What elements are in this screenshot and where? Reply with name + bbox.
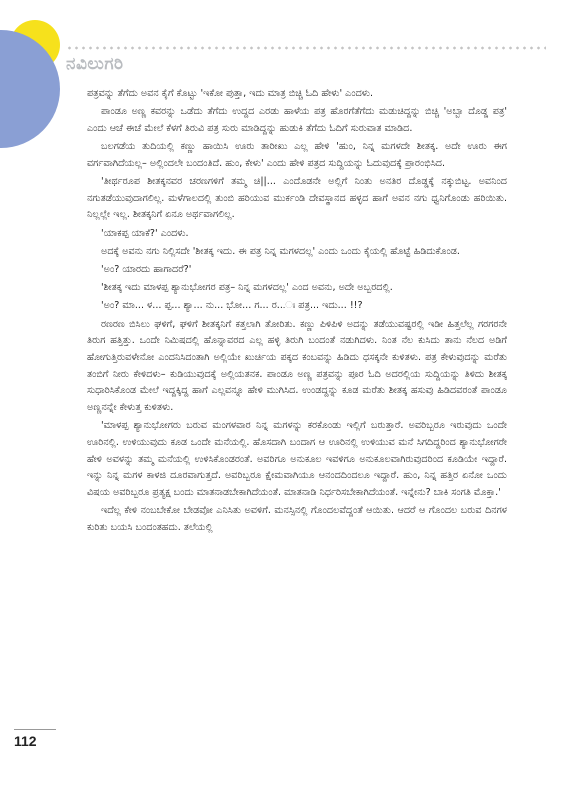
body-text bbox=[87, 86, 507, 538]
paragraph: ಪಾಂಡೂ ಅಣ್ಣ ಕವರನ್ನು ಒಡೆದು ತೆಗೆದು ಉದ್ದದ ಎರಡು ಹಾಳೆಯ ಪತ್ರ ಹೊರಗೆತೆಗೆದು ಮಡುಚಿದ್ದನ್ನು ಬಿಚ್ಚಿ 'ಅಬ್ಬಾ ದೊಡ್ಡ ಪತ್ರ' ಎಂದು ಆಚೆ ಈಚೆ ಮೇಲೆ ಕೆಳಗೆ ತಿರುವಿ ಪತ್ರ ಸುರು ಮಾಡಿದ್ದನ್ನು ಹುಡುಕಿ ತೆಗೆದು ಓದಿಗೆ ಸುರುವಾತ ಮಾಡಿದ. bbox=[87, 106, 507, 134]
footer-rule bbox=[14, 729, 56, 730]
paragraph: 'ಯಾಕಪ್ಪ ಯಾಕೆ?' ಎಂದಳು. bbox=[101, 227, 189, 239]
paragraph: ಅದಕ್ಕೆ ಅವನು ನಗು ನಿಲ್ಲಿಸದೇ 'ಶೀತಕ್ಕ ಇದು. ಈ ಪತ್ರ ನಿನ್ನ ಮಗಳದಲ್ಲ' ಎಂದು ಒಂದು ಕೈಯಲ್ಲಿ ಹೊಟ್ಟೆ ಹಿಡಿದುಕೊಂಡ. bbox=[101, 245, 460, 257]
paragraph: ಪತ್ರವನ್ನು ತೆಗೆದು ಅವನ ಕೈಗೆ ಕೊಟ್ಟು 'ಇಕೋ ಪುತ್ತಾ, ಇದು ಮಾತ್ರ ಬಿಚ್ಚಿ ಓದಿ ಹೇಳು' ಎಂದಳು. bbox=[87, 88, 374, 99]
paragraph: ಇದೆಲ್ಲ ಕೇಳಿ ನಂಬಬೇಕೋ ಬೇಡವೋ ಎನಿಸಿತು ಅವಳಿಗೆ. ಮನಸ್ಸಿನಲ್ಲಿ ಗೊಂದಲವೆದ್ದಂತೆ ಆಯಿತು. ಆದರೆ ಆ ಗೊಂದಲ ಬರುವ ದಿನಗಳ ಕುರಿತು ಬಯಸಿ ಬಂದಂತಹದು. ತಲೆಯಲ್ಲಿ bbox=[87, 505, 507, 534]
paragraph: ರಣರಣ ಬಿಸಿಲು ಘಳಿಗೆ, ಘಳಿಗೆ ಶೀತಕ್ಕನಿಗೆ ಕತ್ತಲಾಗಿ ತೋರಿತು. ಕಣ್ಣು ಪಿಳಿಪಿಳಿ ಅದನ್ನು ತಡೆಯುವಷ್ಟರಲ್ಲಿ ಇಡೀ ಹಿತ್ತಲೆಲ್ಲ ಗರಗರನೇ ತಿರುಗ ಹತ್ತಿತ್ತು. ಒಂದೇ ನಿಮಿಷದಲ್ಲಿ ಹೊನ್ನಾವರದ ಎಲ್ಲ ಹಳ್ಳಿ ತಿರುಗಿ ಬಂದಂತೆ ನಡುಗಿದಳು. ನಿಂತ ನೆಲ ಕುಸಿದು ತಾನು ನೆಲದ ಅಡಿಗೆ ಹೋಗುತ್ತಿರುವಳೇನೋ ಎಂದನಿಸಿದಂತಾಗಿ ಅಲ್ಲಿಯೇ ಖುರ್ಚಿಯ ಪಕ್ಕದ ಕಂಬವನ್ನು ಹಿಡಿದು ಧಸಕ್ಕನೇ ಕುಳಿತಳು. ಪತ್ರ ಕೇಳುವುದನ್ನು ಮರೆತು ತಂಬಿಗೆ ನೀರು ಕೇಳಿದಳು– ಕುಡಿಯುವುದಕ್ಕೆ ಅಲ್ಲಿಯತನಕ. ಪಾಂಡೂ ಅಣ್ಣ ಪತ್ರವನ್ನು ಪೂರ ಓದಿ ಅದರಲ್ಲಿಯ ಸುದ್ದಿಯನ್ನು ತಿಳಿದು ಶೀತಕ್ಕ ಸುಧಾರಿಸಿಕೊಂಡ ಮೇಲೆ ಇದ್ದಕ್ಕಿದ್ದ ಹಾಗೆ ಎಲ್ಲವನ್ನೂ ಹೇಳಿ ಮುಗಿಸಿದ. ಉಂಡದ್ದನ್ನು ಕೂಡ ಮರೆತು ಶೀತಕ್ಕ ಹಸುವು ಹಿಡಿದವರಂತೆ ಪಾಂಡೂ ಅಣ್ಣನನ್ನೇ ಕೇಳುತ್ತ ಕುಳಿತಳು. bbox=[87, 318, 507, 414]
page-number: 112 bbox=[14, 733, 37, 749]
paragraph: 'ಶೀತಕ್ಕ ಇದು ಮಾಳಪ್ಪ ಶ್ಯಾನುಭೋಗರ ಪತ್ರ– ನಿನ್ನ ಮಗಳದಲ್ಲ' ಎಂದ ಅವನು, ಅದೇ ಅಬ್ಬರದಲ್ಲಿ. bbox=[101, 282, 393, 294]
section-title: ನವಿಲುಗರಿ bbox=[66, 54, 124, 74]
paragraph: 'ಅಂ? ಮಾ... ಳ... ಪ್ಪ... ಶ್ಯಾ... ನು... ಭೋ... ಗ... ರ...ಃ ಪತ್ರ... ಇದು... !!? bbox=[101, 300, 363, 312]
paragraph: 'ಮಾಳಪ್ಪ ಶ್ಯಾನುಭೋಗರು ಬರುವ ಮಂಗಳವಾರ ನಿನ್ನ ಮಗಳನ್ನು ಕರಕೊಂಡು ಇಲ್ಲಿಗೆ ಬರುತ್ತಾರೆ. ಅವರಿಬ್ಬರೂ ಇರುವುದು ಒಂದೇ ಊರಿನಲ್ಲಿ. ಉಳಿಯುವುದು ಕೂಡ ಒಂದೇ ಮನೆಯಲ್ಲಿ. ಹೊಸದಾಗಿ ಬಂದಾಗ ಆ ಊರಿನಲ್ಲಿ ಉಳಿಯುವ ಮನೆ ಸಿಗದಿದ್ದರಿಂದ ಶ್ಯಾನುಭೋಗರೇ ಹೇಳಿ ಅವಳನ್ನು ತಮ್ಮ ಮನೆಯಲ್ಲಿ ಉಳಿಸಿಕೊಂಡರಂತೆ. ಅವರಿಗೂ ಅನುಕೂಲ ಇವಳಿಗೂ ಅನುಕೂಲವಾಗಿರುವುದರಿಂದ ಕೂಡಿಯೇ ಇದ್ದಾರೆ. ಇನ್ನು ನಿನ್ನ ಮಗಳ ಕಾಳಜಿ ದೂರವಾಗುತ್ತದೆ. ಅವರಿಬ್ಬರೂ ಕ್ಷೇಮವಾಗಿಯೂ ಆನಂದದಿಂದಲೂ ಇದ್ದಾರೆ. ಹುಂ, ನಿನ್ನ ಹತ್ತಿರ ಏನೋ ಒಂದು ವಿಷಯ ಅವರಿಬ್ಬರೂ ಪ್ರತ್ಯಕ್ಷ ಬಂದು ಮಾತನಾಡಬೇಕಾಗಿದೆಯಂತೆ. ಮಾತನಾಡಿ ನಿರ್ಧರಿಸಬೇಕಾಗಿದೆಯಂತೆ. ಇನ್ನೇನು? ಬಾಕಿ ಸಂಗತಿ ಮೊಕ್ತಾ.' bbox=[87, 420, 507, 499]
paragraph: 'ಅಂ? ಯಾರದು ಹಾಗಾದರೆ?' bbox=[101, 264, 192, 276]
header-dotted-rule bbox=[66, 46, 546, 50]
paragraph: ಬಲಗಡೆಯ ತುದಿಯಲ್ಲಿ ಕಣ್ಣು ಹಾಯಿಸಿ ಊರು ತಾರೀಖು ಎಲ್ಲ ಹೇಳಿ 'ಹುಂ, ನಿನ್ನ ಮಗಳದೇ ಶೀತಕ್ಕ. ಅದೇ ಊರು ಈಗ ವರ್ಗವಾಗಿದೆಯಲ್ಲ– ಅಲ್ಲಿಂದಲೇ ಬಂದಂತಿದೆ. ಹುಂ, ಕೇಳು' ಎಂದು ಹೇಳಿ ಪತ್ರದ ಸುದ್ದಿಯನ್ನು ಓದುವುದಕ್ಕೆ ಪ್ರಾರಂಭಿಸಿದ. bbox=[87, 141, 507, 169]
paragraph: 'ತೀರ್ಥರೂಪ ಶೀತಕ್ಕನವರ ಚರಣಗಳಿಗೆ ತಮ್ಮ ಚಿ||... ಎಂದೊಡನೇ ಅಲ್ಲಿಗೆ ನಿಂತು ಅನತಿರ ದೊಡ್ಡಕ್ಕೆ ನಕ್ಕುಬಿಟ್ಟ. ಅವನಿಂದ ನಗುತಡೆಯುವುದಾಗಲಿಲ್ಲ. ಮಳೆಗಾಲದಲ್ಲಿ ತುಂಬಿ ಹರಿಯುವ ಮುರ್ಕಂಡಿ ದೇವಸ್ಥಾನದ ಹಳ್ಳದ ಹಾಗೆ ಅವನ ನಗು ಧ್ವನಿಗೊಂಡು ಹರಿಯಿತು. ನಿಲ್ಲಲ್ಲೇ ಇಲ್ಲ. ಶೀತಕ್ಕನಿಗೆ ಏನೂ ಅರ್ಥವಾಗಲಿಲ್ಲ. bbox=[87, 176, 507, 221]
